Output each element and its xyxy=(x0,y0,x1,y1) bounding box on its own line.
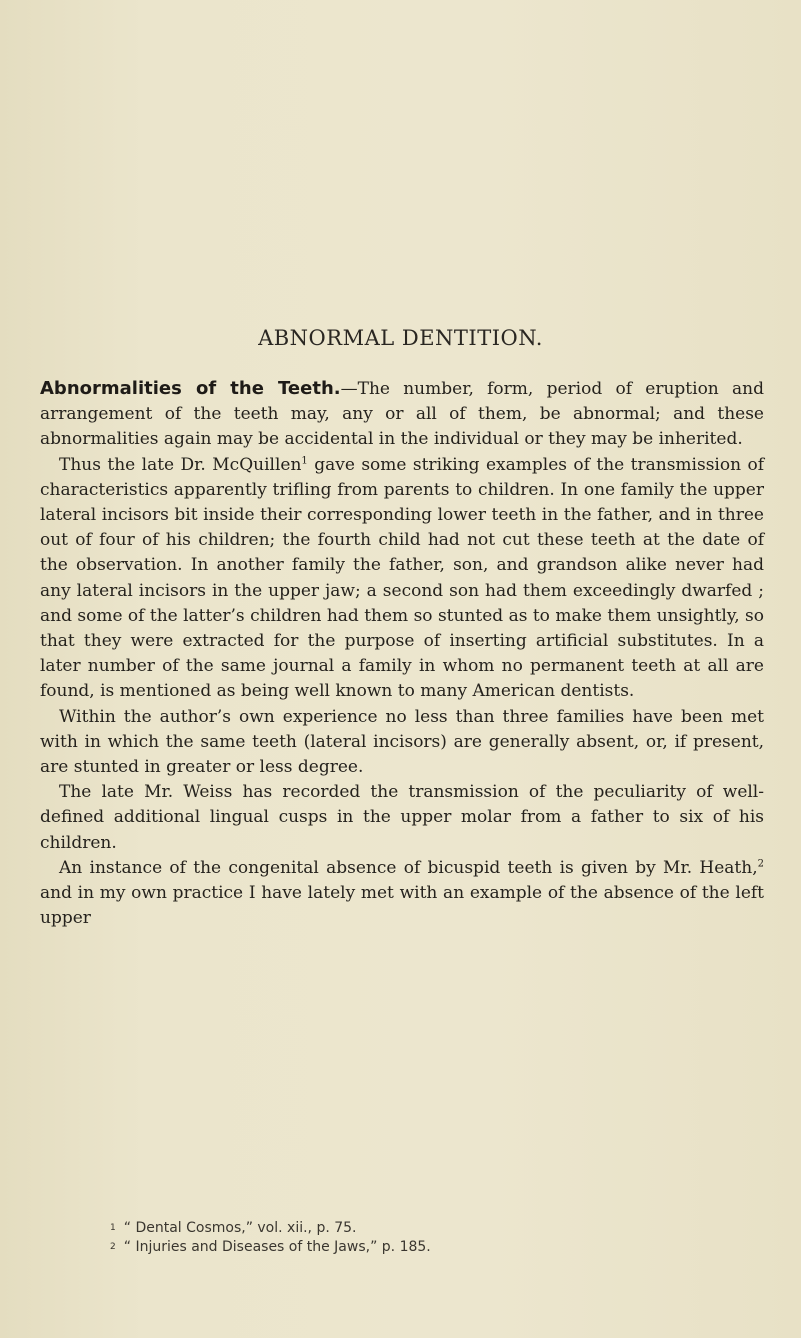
paragraph-heath xyxy=(40,856,764,932)
paragraph-abnormalities xyxy=(40,376,764,453)
section-lead: Abnormalities of the Teeth. xyxy=(40,378,341,399)
footnote-text: “ Injuries and Diseases of the Jaws,” p. 185. xyxy=(123,1239,431,1255)
paragraph-author-experience: Within the author’s own experience no less than three families have been met with in which the same teeth (lateral incisors) are generally absent, or, if present, are stunted in greater or less degree. xyxy=(40,706,764,778)
footnotes xyxy=(110,1219,750,1257)
paragraph-weiss: The late Mr. Weiss has recorded the transmission of the peculiarity of well-defined additional lingual cusps in the upper molar from a father to six of his children. xyxy=(40,782,764,853)
footnote-reference: 1 xyxy=(301,454,308,466)
footnote xyxy=(110,1219,750,1238)
footnote-mark: 1 xyxy=(110,1223,116,1233)
paragraph-text: and in my own practice I have lately met with an example of the absence of the left upper xyxy=(40,883,764,929)
paragraph-text: An instance of the congenital absence of bicuspid teeth is given by Mr. Heath, xyxy=(59,857,758,878)
paragraph-text: gave some striking examples of the transmission of characteristics apparently trifling from parents to children. In one family the upper lateral incisors bit inside their corresponding lower teeth in the father, and in three out of four of his children; the fourth child had not cut these teeth at the date of the observation. In another family the father, son, and grandson alike never had any lateral incisors in the upper jaw; a second son had them exceedingly dwarfed ; and some of the latter’s children had them so stunted as to make them unsightly, so that they were extracted for the purpose of inserting artificial substitutes. In a later number of the same journal a family in whom no permanent teeth at all are found, is mentioned as being well known to many American dentists. xyxy=(40,454,764,702)
footnote xyxy=(110,1238,750,1257)
footnote-text: “ Dental Cosmos,” vol. xii., p. 75. xyxy=(123,1220,357,1236)
footnote-reference: 2 xyxy=(757,858,764,870)
footnote-mark: 2 xyxy=(110,1242,116,1252)
page-heading: ABNORMAL DENTITION. xyxy=(258,326,543,350)
paragraph-text: Thus the late Dr. McQuillen xyxy=(59,454,302,475)
paragraph-mcquillen xyxy=(40,453,764,705)
paragraph-text: —The number, form, period of eruption and arrangement of the teeth may, any or all of them, be abnormal; and these abnormalities again may be accidental in the individual or they may be inherited. xyxy=(40,379,764,450)
body-text xyxy=(40,376,764,931)
